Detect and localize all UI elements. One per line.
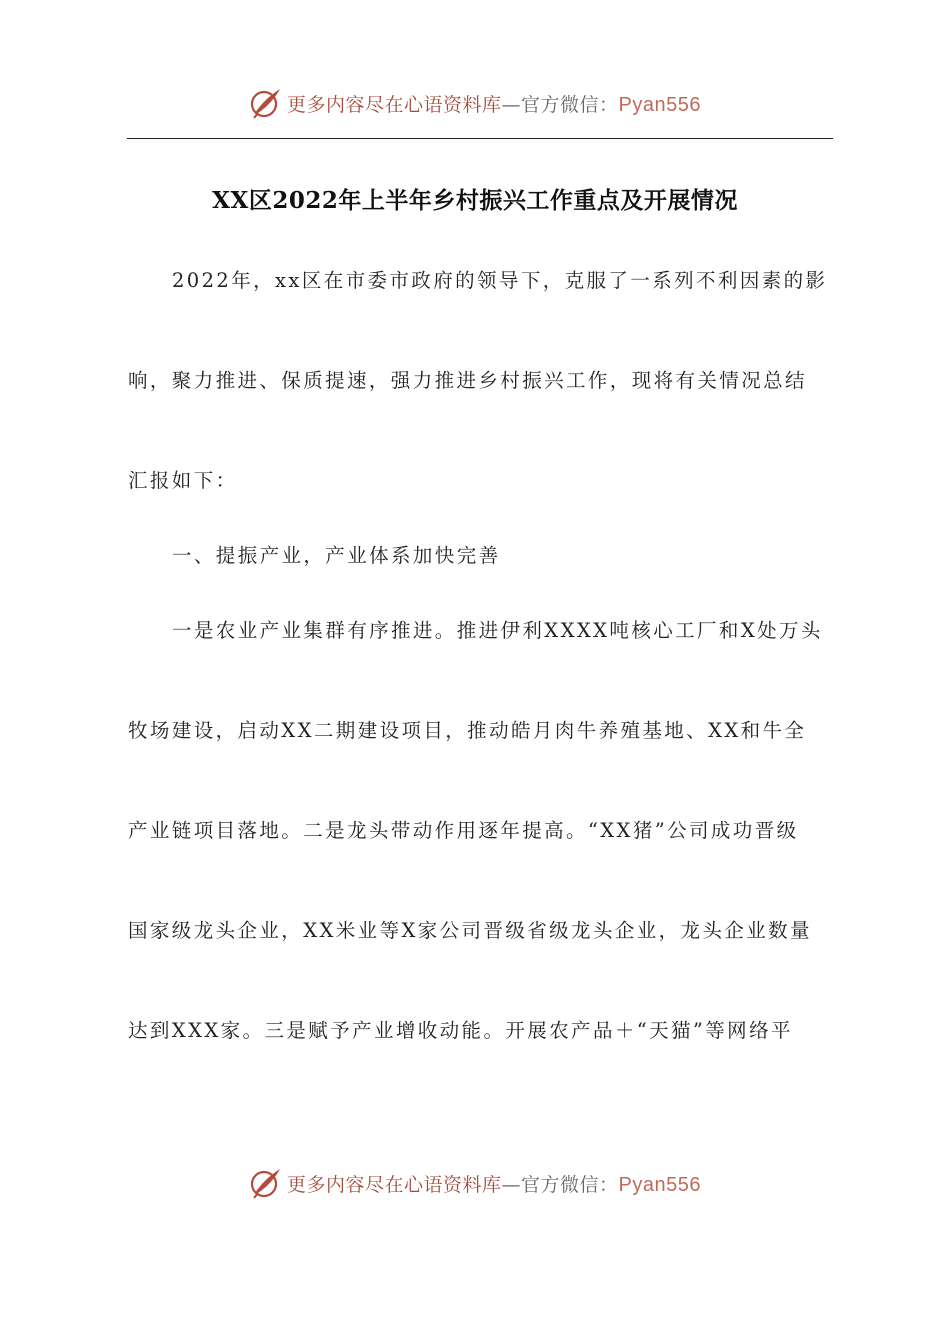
quill-logo-icon: [249, 1166, 283, 1200]
body-line: 达到XXX家。三是赋予产业增收动能。开展农产品＋“天猫”等网络平: [128, 1019, 793, 1042]
body-line: 响，聚力推进、保质提速，强力推进乡村振兴工作，现将有关情况总结: [128, 369, 807, 392]
section-heading: 一、提振产业，产业体系加快完善: [172, 544, 501, 567]
watermark-header: [0, 83, 950, 123]
watermark-footer: [0, 1163, 950, 1203]
quill-logo-icon: [249, 86, 283, 120]
watermark-account: Pyan556: [618, 93, 701, 116]
body-line: 汇报如下：: [128, 469, 238, 492]
watermark-text: [287, 1170, 701, 1197]
watermark-brand: 更多内容尽在心语资料库: [287, 93, 502, 116]
watermark-dash: —: [501, 1173, 522, 1196]
watermark-text: [287, 90, 701, 117]
body-line: 2022年，xx区在市委市政府的领导下，克服了一系列不利因素的影: [172, 269, 828, 292]
body-line: 国家级龙头企业，XX米业等X家公司晋级省级龙头企业，龙头企业数量: [128, 919, 812, 942]
body-line: 牧场建设，启动XX二期建设项目，推动皓月肉牛养殖基地、XX和牛全: [128, 719, 807, 742]
watermark-wechat-label: 官方微信：: [521, 1173, 619, 1196]
watermark-wechat-label: 官方微信：: [521, 93, 619, 116]
watermark-dash: —: [501, 93, 522, 116]
watermark-brand: 更多内容尽在心语资料库: [287, 1173, 502, 1196]
watermark-account: Pyan556: [618, 1173, 701, 1196]
header-divider: [127, 138, 833, 139]
body-line: 产业链项目落地。二是龙头带动作用逐年提高。“XX猪”公司成功晋级: [128, 819, 799, 842]
body-line: 一是农业产业集群有序推进。推进伊利XXXX吨核心工厂和X处万头: [172, 619, 823, 642]
document-title: XX区2022年上半年乡村振兴工作重点及开展情况: [212, 187, 738, 214]
